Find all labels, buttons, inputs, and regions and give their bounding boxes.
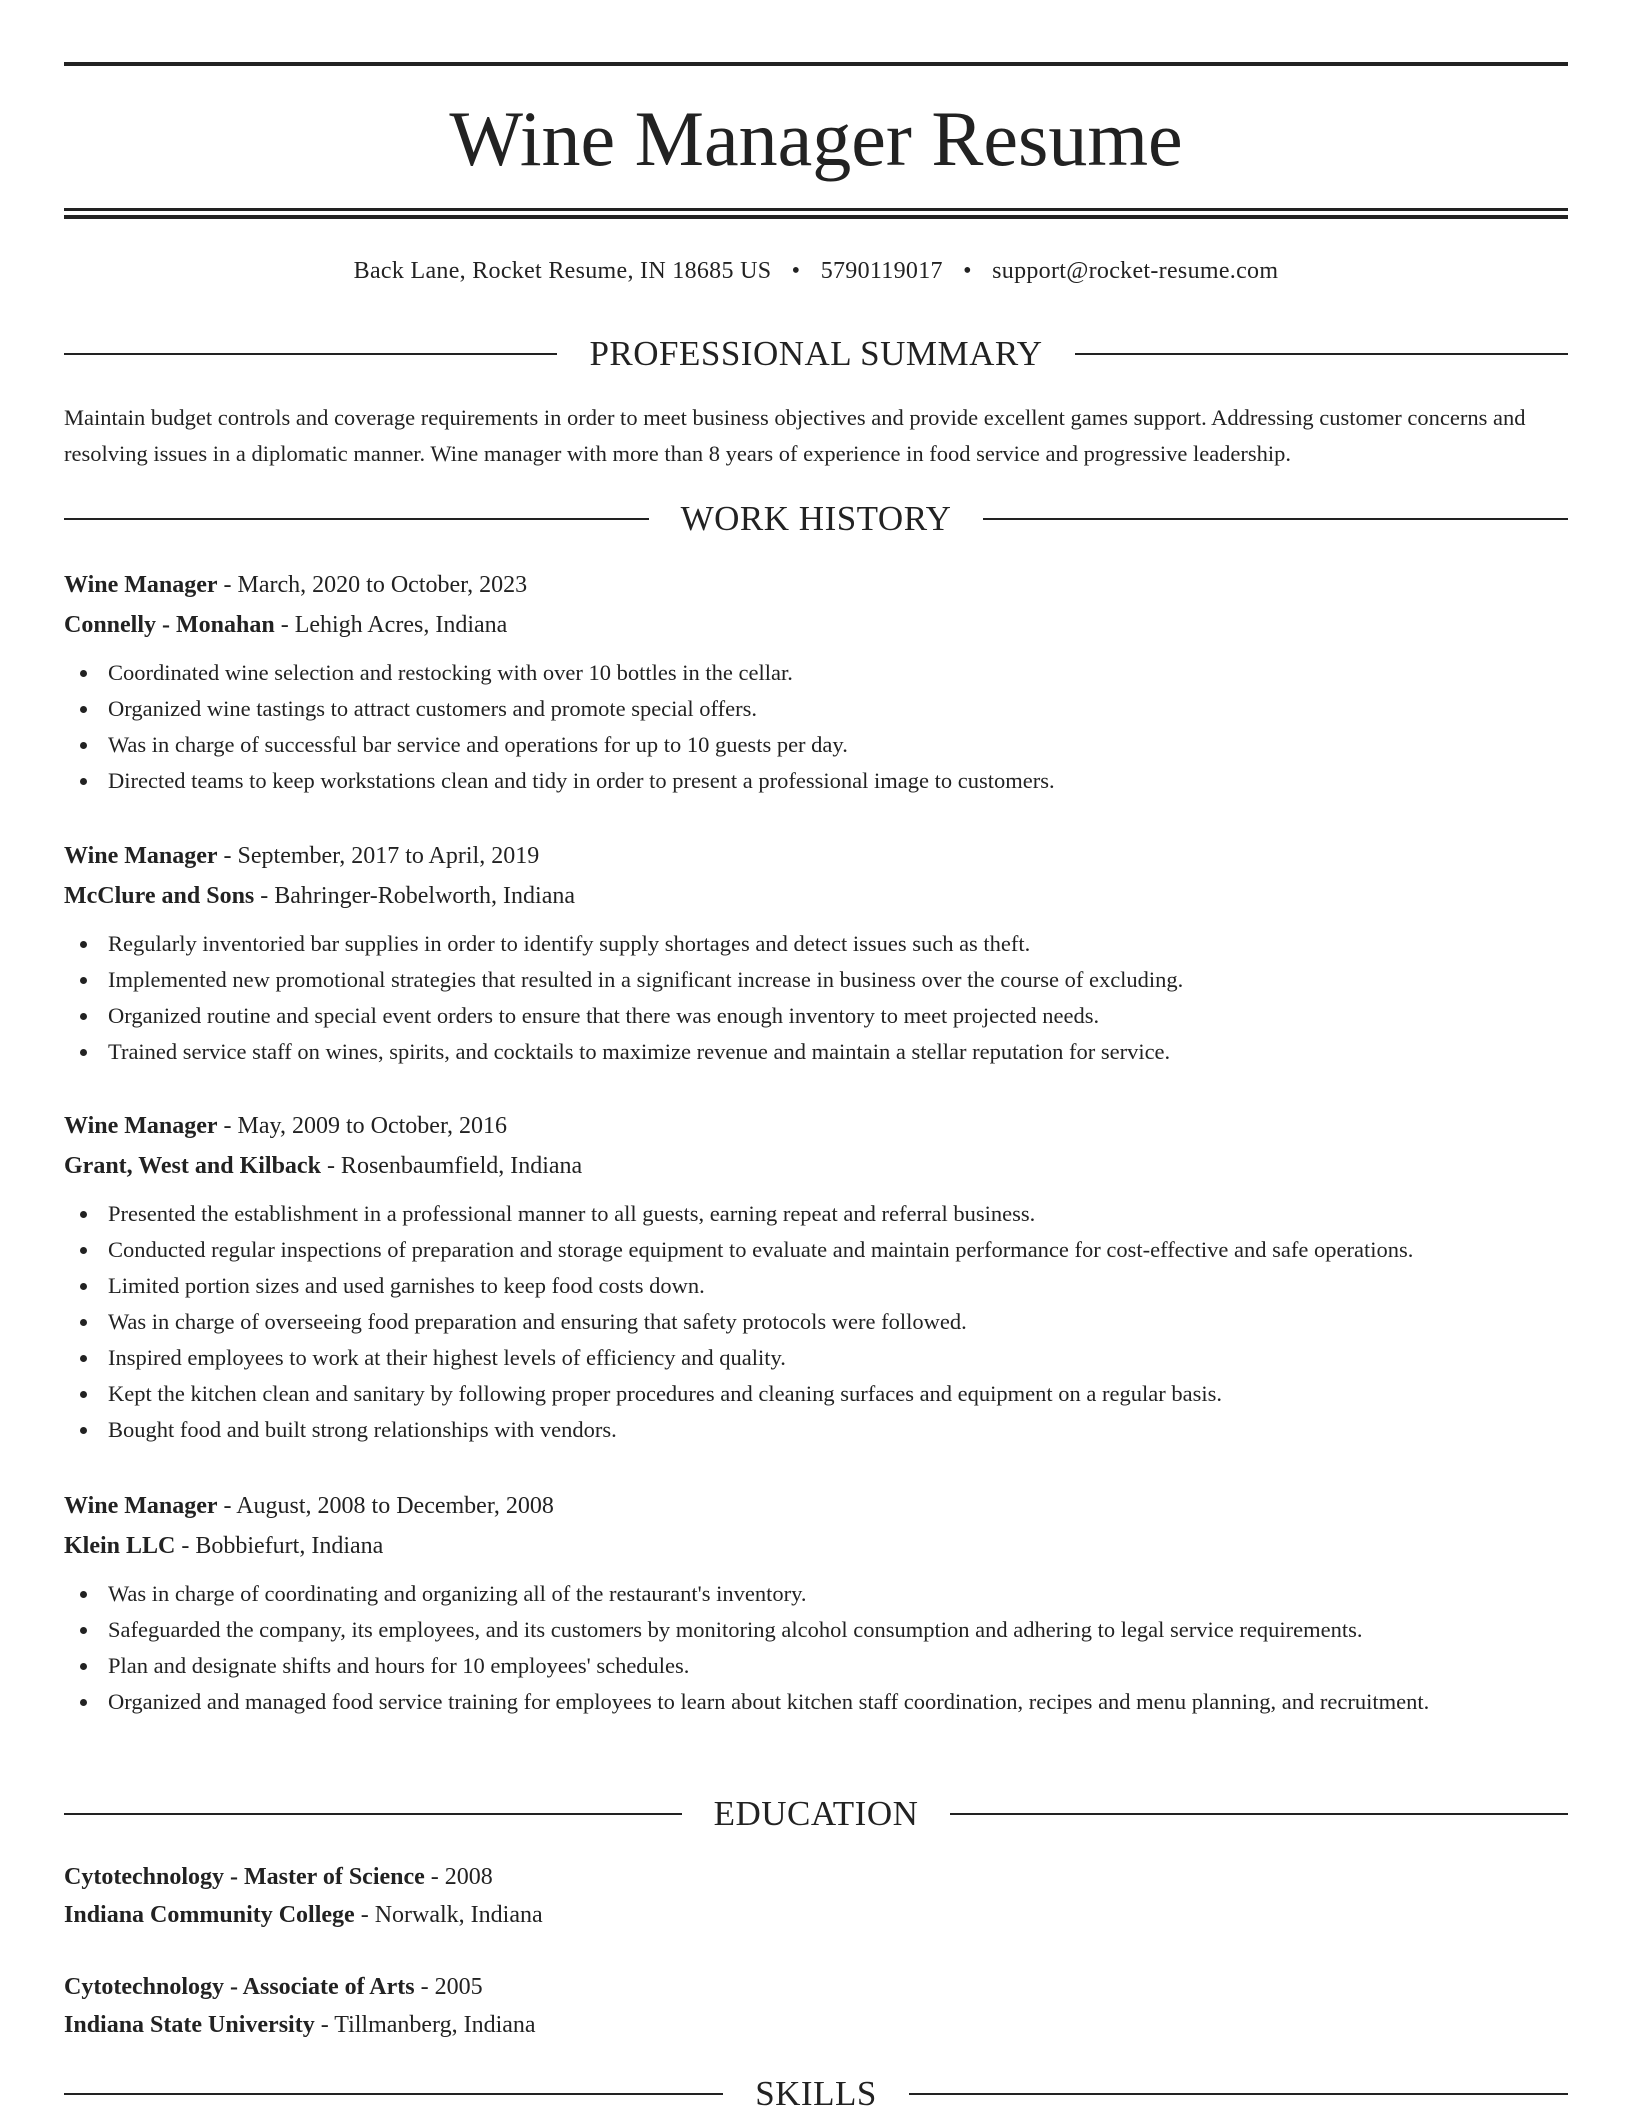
job-dates: - September, 2017 to April, 2019 (217, 843, 540, 869)
list-item: Was in charge of overseeing food preparation and ensuring that safety protocols were followed. (64, 1304, 1568, 1340)
list-item: Regularly inventoried bar supplies in order to identify supply shortages and detect issues such as theft. (64, 926, 1568, 962)
contact-address: Back Lane, Rocket Resume, IN 18685 US (353, 258, 772, 284)
job-dates: - May, 2009 to October, 2016 (217, 1113, 507, 1139)
job-company-line (64, 1146, 1568, 1186)
list-item: Organized routine and special event orders to ensure that there was enough inventory to meet projected needs. (64, 998, 1568, 1034)
list-item: Plan and designate shifts and hours for 10 employees' schedules. (64, 1648, 1568, 1684)
list-item: Coordinated wine selection and restocking with over 10 bottles in the cellar. (64, 655, 1568, 691)
job-entry-4 (64, 1486, 1568, 1720)
list-item: Trained service staff on wines, spirits, and cocktails to maximize revenue and maintain a stellar reputation for service. (64, 1034, 1568, 1070)
heading-rule (983, 518, 1568, 520)
heading-rule (64, 353, 557, 355)
list-item: Limited portion sizes and used garnishes to keep food costs down. (64, 1268, 1568, 1304)
job-bullets (64, 1576, 1568, 1720)
section-title-skills: SKILLS (755, 2074, 877, 2112)
section-title-education: EDUCATION (713, 1794, 919, 1833)
list-item: Organized and managed food service training for employees to learn about kitchen staff coordination, recipes and menu planning, and recruitment. (64, 1684, 1568, 1720)
job-location: - Lehigh Acres, Indiana (274, 612, 508, 638)
school: Indiana State University (64, 2012, 315, 2038)
job-title: Wine Manager (64, 572, 218, 598)
job-entry-2 (64, 836, 1568, 1070)
heading-rule (909, 2093, 1568, 2095)
list-item: Kept the kitchen clean and sanitary by following proper procedures and cleaning surfaces and equipment on a regular basis. (64, 1376, 1568, 1412)
education-entry-2 (64, 1968, 1568, 2044)
list-item: Organized wine tastings to attract customers and promote special offers. (64, 691, 1568, 727)
section-heading-skills (64, 2074, 1568, 2112)
job-company-line (64, 876, 1568, 916)
job-company: Connelly - Monahan (64, 612, 275, 638)
degree-line (64, 1858, 1568, 1896)
job-dates: - March, 2020 to October, 2023 (217, 572, 528, 598)
list-item: Presented the establishment in a professional manner to all guests, earning repeat and referral business. (64, 1196, 1568, 1232)
education-entry-1 (64, 1858, 1568, 1934)
title-rule-lower (64, 215, 1568, 219)
job-entry-1 (64, 565, 1568, 799)
section-heading-summary (64, 334, 1568, 374)
job-title-line (64, 836, 1568, 876)
list-item: Was in charge of coordinating and organizing all of the restaurant's inventory. (64, 1576, 1568, 1612)
contact-email: support@rocket-resume.com (992, 258, 1279, 284)
school: Indiana Community College (64, 1902, 355, 1928)
job-title: Wine Manager (64, 1113, 218, 1139)
job-location: - Bahringer-Robelworth, Indiana (254, 883, 576, 909)
school-location: - Tillmanberg, Indiana (314, 2012, 536, 2038)
section-heading-work (64, 499, 1568, 539)
summary-text: Maintain budget controls and coverage requirements in order to meet business objectives and provide excellent games support. Addressing customer concerns and resolving issues in a diplomatic manner. Wine manager with more than 8 years of experience in food service and progressive leadership. (64, 405, 1526, 466)
list-item: Safeguarded the company, its employees, and its customers by monitoring alcohol consumption and adhering to legal service requirements. (64, 1612, 1568, 1648)
degree: Cytotechnology - Associate of Arts (64, 1974, 415, 2000)
section-heading-education (64, 1794, 1568, 1834)
school-line (64, 1896, 1568, 1934)
heading-rule (64, 1813, 682, 1815)
school-location: - Norwalk, Indiana (354, 1902, 543, 1928)
list-item: Inspired employees to work at their highest levels of efficiency and quality. (64, 1340, 1568, 1376)
heading-rule (64, 2093, 723, 2095)
contact-phone: 5790119017 (820, 258, 943, 284)
top-rule (64, 62, 1568, 66)
job-company: McClure and Sons (64, 883, 255, 909)
job-entry-3 (64, 1106, 1568, 1448)
job-company: Klein LLC (64, 1533, 176, 1559)
section-title-work: WORK HISTORY (680, 499, 952, 538)
contact-line (64, 256, 1568, 286)
list-item: Directed teams to keep workstations clean and tidy in order to present a professional image to customers. (64, 763, 1568, 799)
list-item: Was in charge of successful bar service and operations for up to 10 guests per day. (64, 727, 1568, 763)
contact-separator: • (791, 258, 801, 284)
section-title-summary: PROFESSIONAL SUMMARY (589, 334, 1043, 373)
job-location: - Rosenbaumfield, Indiana (320, 1153, 583, 1179)
page-title: Wine Manager Resume (449, 95, 1183, 182)
job-bullets (64, 1196, 1568, 1448)
school-line (64, 2006, 1568, 2044)
job-title: Wine Manager (64, 1493, 218, 1519)
list-item: Implemented new promotional strategies that resulted in a significant increase in business over the course of excluding. (64, 962, 1568, 998)
resume-page (64, 0, 1568, 2112)
job-dates: - August, 2008 to December, 2008 (217, 1493, 554, 1519)
job-title: Wine Manager (64, 843, 218, 869)
contact-separator: • (963, 258, 972, 284)
heading-rule (950, 1813, 1568, 1815)
title-rule-upper (64, 208, 1568, 211)
job-title-line (64, 565, 1568, 605)
heading-rule (1075, 353, 1568, 355)
list-item: Bought food and built strong relationships with vendors. (64, 1412, 1568, 1448)
job-title-line (64, 1486, 1568, 1526)
degree: Cytotechnology - Master of Science (64, 1864, 425, 1890)
job-bullets (64, 926, 1568, 1070)
job-title-line (64, 1106, 1568, 1146)
degree-line (64, 1968, 1568, 2006)
job-company-line (64, 605, 1568, 645)
heading-rule (64, 518, 649, 520)
degree-year: - 2005 (414, 1974, 483, 2000)
job-location: - Bobbiefurt, Indiana (175, 1533, 384, 1559)
list-item: Conducted regular inspections of preparation and storage equipment to evaluate and maintain performance for cost-effective and safe operations. (64, 1232, 1568, 1268)
job-bullets (64, 655, 1568, 799)
job-company-line (64, 1526, 1568, 1566)
degree-year: - 2008 (424, 1864, 493, 1890)
job-company: Grant, West and Kilback (64, 1153, 321, 1179)
